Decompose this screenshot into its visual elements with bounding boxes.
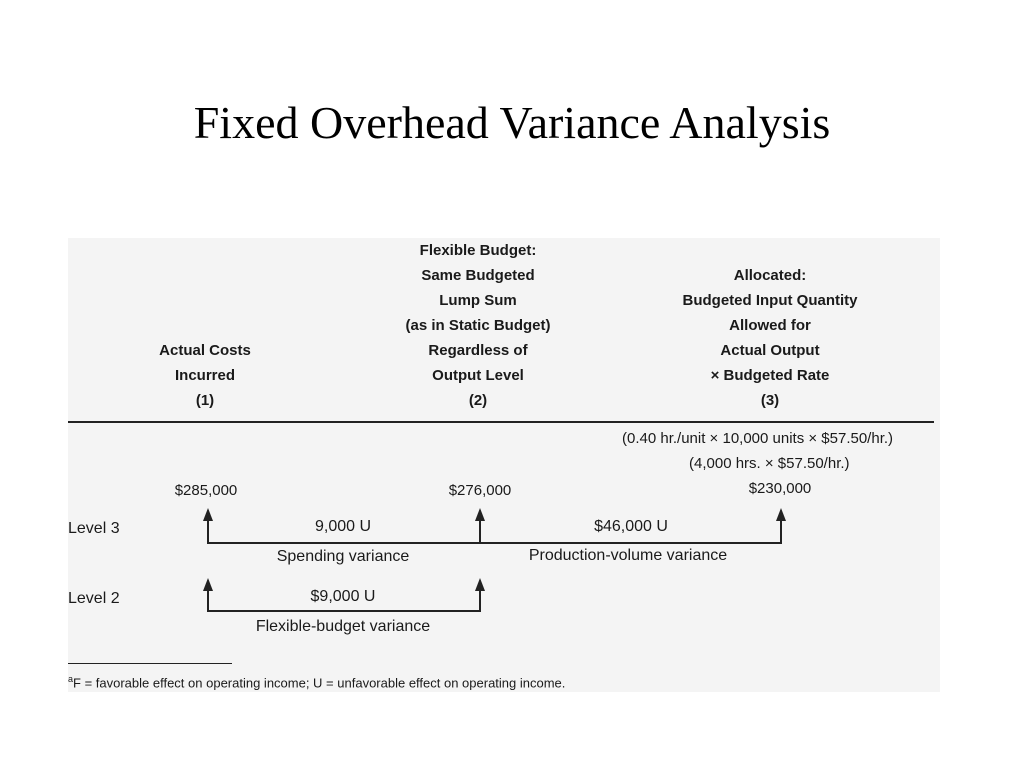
arrow-up-allocated-level3 [776, 508, 786, 521]
column-3-line-5: × Budgeted Rate [710, 367, 830, 384]
column-2-line-7: (2) [468, 392, 488, 409]
column-1-line-3: (1) [195, 392, 215, 409]
amount-actual: $285,000 [174, 482, 238, 499]
stem-actual-level2 [207, 591, 209, 611]
bracket-level2 [207, 610, 481, 612]
calc-line-2: (4,000 hrs. × $57.50/hr.) [689, 455, 850, 472]
column-2-line-6: Output Level [432, 367, 524, 384]
production-volume-variance-label: Production-volume variance [528, 547, 728, 564]
footnote-text: F = favorable effect on operating income; U = unfavorable effect on operating income. [73, 675, 566, 691]
column-2-line-1: Flexible Budget: [419, 242, 537, 259]
column-3-line-6: (3) [760, 392, 780, 409]
arrow-up-flexible-level2 [475, 578, 485, 591]
spending-variance-amount: 9,000 U [314, 518, 372, 535]
slide-title: Fixed Overhead Variance Analysis [193, 97, 831, 148]
column-1-line-2: Incurred [174, 367, 235, 384]
arrow-up-flexible-level3 [475, 508, 485, 521]
stem-flexible-level2 [479, 591, 481, 611]
header-divider [68, 421, 934, 423]
column-2-line-4: (as in Static Budget) [405, 317, 551, 334]
calc-line-1: (0.40 hr./unit × 10,000 units × $57.50/hr.) [622, 430, 894, 447]
column-2-line-5: Regardless of [428, 342, 528, 359]
level-2-label: Level 2 [68, 590, 120, 607]
stem-allocated-level3 [780, 521, 782, 543]
footnote-rule [68, 663, 232, 664]
arrow-up-actual-level3 [203, 508, 213, 521]
column-2-line-2: Same Budgeted [421, 267, 535, 284]
bracket-level3 [207, 542, 782, 544]
amount-allocated: $230,000 [748, 480, 812, 497]
column-2-line-3: Lump Sum [439, 292, 517, 309]
stem-flexible-level3 [479, 521, 481, 543]
spending-variance-label: Spending variance [276, 548, 410, 565]
flexible-budget-variance-label: Flexible-budget variance [255, 618, 431, 635]
column-header-actual [125, 338, 285, 413]
production-volume-variance-amount: $46,000 U [594, 518, 668, 535]
column-3-line-2: Budgeted Input Quantity [682, 292, 858, 309]
amount-flexible: $276,000 [448, 482, 512, 499]
arrow-up-actual-level2 [203, 578, 213, 591]
level-3-label: Level 3 [68, 520, 120, 537]
column-3-line-3: Allowed for [729, 317, 811, 334]
column-header-allocated [650, 263, 890, 413]
column-3-line-4: Actual Output [720, 342, 820, 359]
variance-diagram [68, 238, 940, 692]
column-header-flexible-budget [378, 238, 578, 413]
footnote-marker: a [68, 674, 74, 684]
stem-actual-level3 [207, 521, 209, 543]
column-3-line-1: Allocated: [733, 267, 807, 284]
column-1-line-1: Actual Costs [159, 342, 251, 359]
flexible-budget-variance-amount: $9,000 U [310, 588, 376, 605]
footnote [68, 674, 565, 690]
